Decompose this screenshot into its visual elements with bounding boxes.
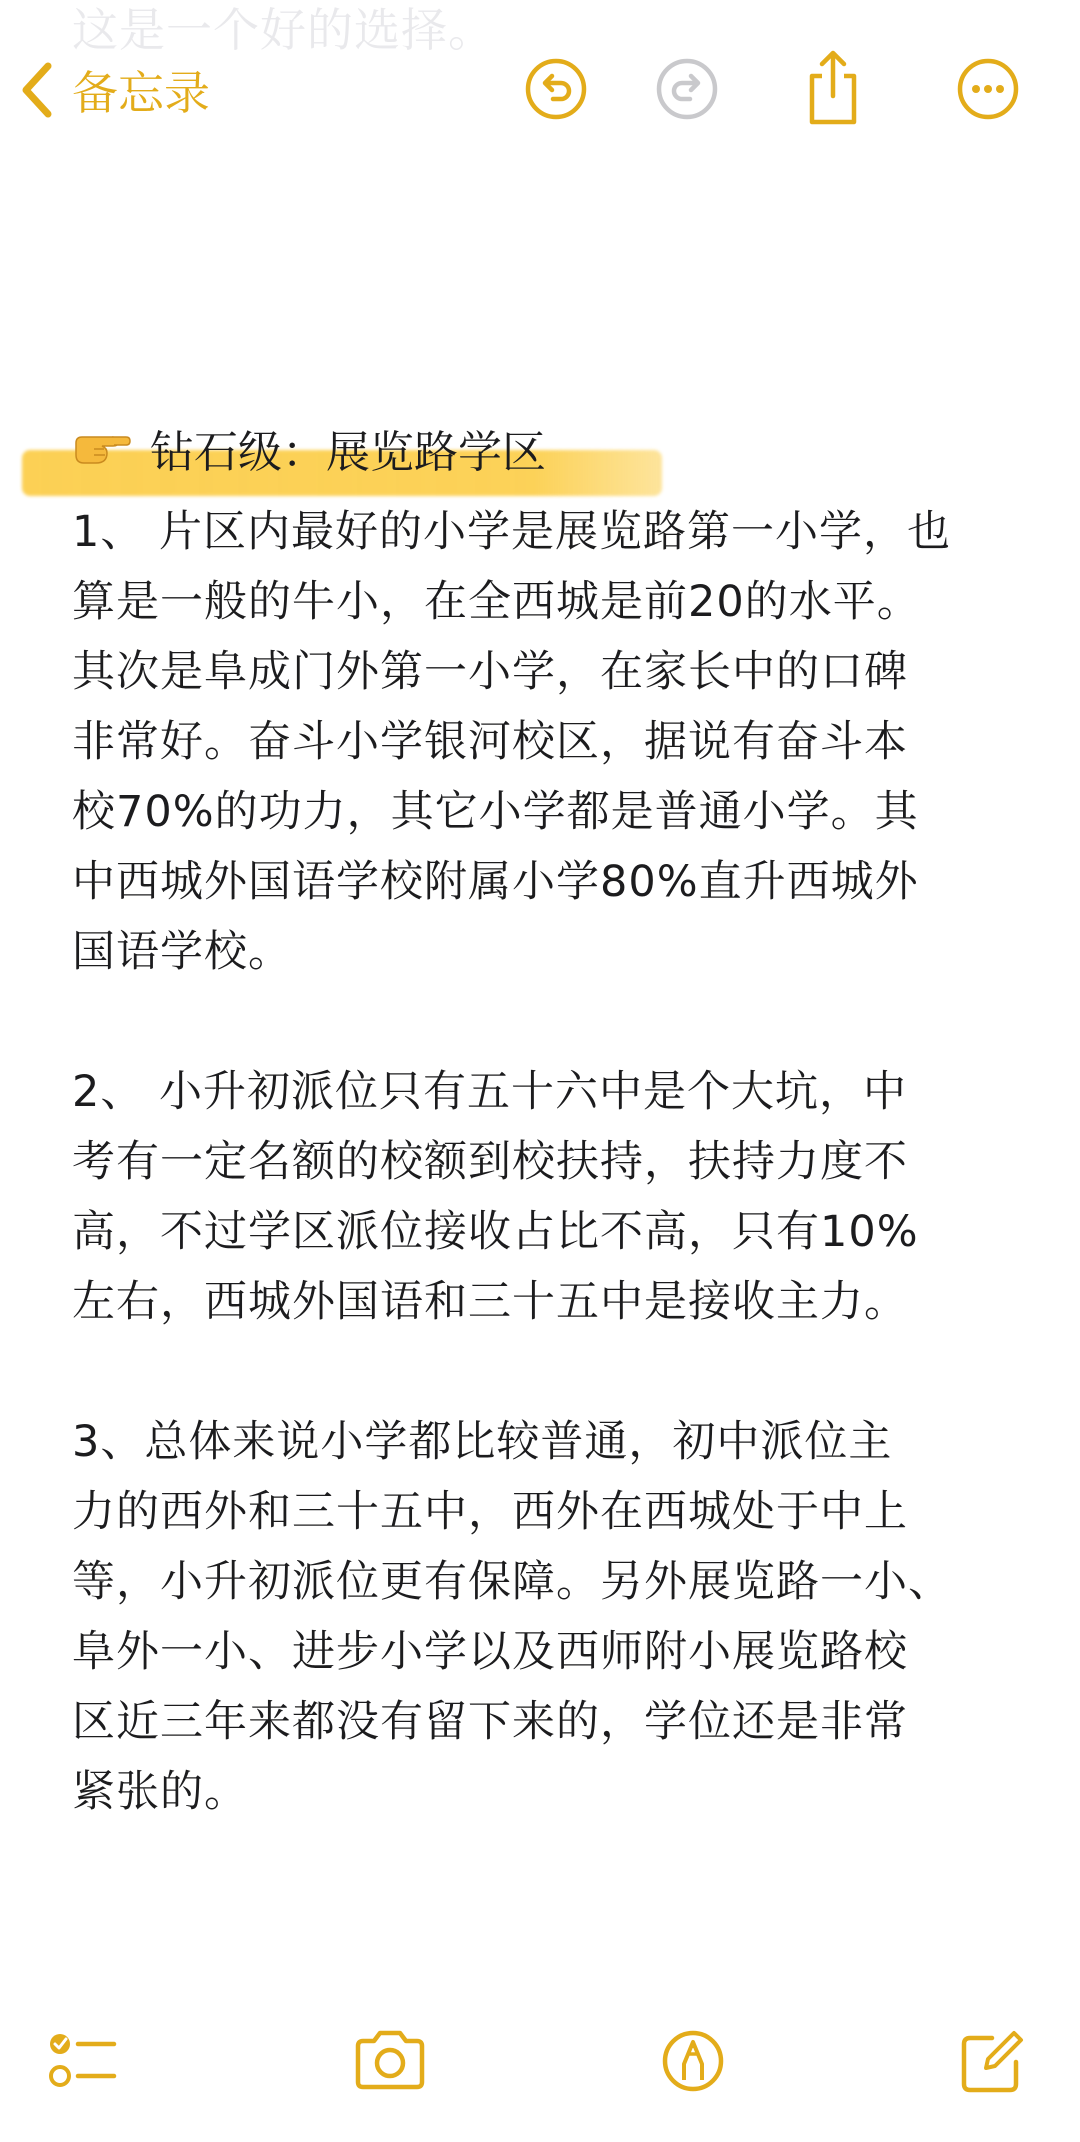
text-line: 校70%的功力，其它小学都是普通小学。其 xyxy=(72,787,919,837)
markup-button[interactable] xyxy=(660,2028,726,2094)
markup-pen-icon xyxy=(660,2028,726,2094)
text-line: 区近三年来都没有留下来的，学位还是非常 xyxy=(72,1697,908,1747)
text-line: 紧张的。 xyxy=(72,1767,248,1817)
compose-icon xyxy=(958,2028,1024,2094)
text-line: 等，小升初派位更有保障。另外展览路一小、 xyxy=(72,1557,952,1607)
paragraph-2 xyxy=(72,1057,1032,1337)
text-line: 非常好。奋斗小学银河校区，据说有奋斗本 xyxy=(72,717,908,767)
paragraph-1 xyxy=(72,497,1032,987)
text-line: 左右，西城外国语和三十五中是接收主力。 xyxy=(72,1277,908,1327)
text-line: 国语学校。 xyxy=(72,927,292,977)
paragraph-3 xyxy=(72,1407,1032,1827)
camera-button[interactable] xyxy=(352,2028,428,2092)
checklist-icon xyxy=(48,2028,118,2092)
back-button-label: 备忘录 xyxy=(72,66,210,120)
more-button[interactable] xyxy=(955,56,1021,122)
share-button[interactable] xyxy=(800,48,866,128)
text-line: 考有一定名额的校额到校扶持，扶持力度不 xyxy=(72,1137,908,1187)
compose-button[interactable] xyxy=(958,2028,1024,2094)
paragraph-spacer xyxy=(72,1337,1032,1407)
text-line: 其次是阜成门外第一小学，在家长中的口碑 xyxy=(72,647,908,697)
note-heading xyxy=(72,425,1032,481)
text-line: 中西城外国语学校附属小学80%直升西城外 xyxy=(72,857,919,907)
partial-previous-line: 这是一个好的选择。 xyxy=(72,3,495,57)
text-line: 3、总体来说小学都比较普通，初中派位主 xyxy=(72,1417,893,1467)
text-line: 高，不过学区派位接收占比不高，只有10% xyxy=(72,1207,919,1257)
chevron-left-icon xyxy=(20,62,54,118)
pointing-hand-icon xyxy=(72,425,132,481)
text-line: 阜外一小、进步小学以及西师附小展览路校 xyxy=(72,1627,908,1677)
share-icon xyxy=(800,48,866,128)
back-button[interactable] xyxy=(20,60,210,120)
undo-button[interactable] xyxy=(523,56,589,122)
text-line: 1、 片区内最好的小学是展览路第一小学，也 xyxy=(72,507,952,557)
checklist-button[interactable] xyxy=(48,2028,118,2092)
navigation-bar xyxy=(0,40,1080,140)
note-heading-block xyxy=(72,425,1032,497)
text-line: 力的西外和三十五中，西外在西城处于中上 xyxy=(72,1487,908,1537)
text-line: 2、 小升初派位只有五十六中是个大坑，中 xyxy=(72,1067,908,1117)
text-line: 算是一般的牛小，在全西城是前20的水平。 xyxy=(72,577,921,627)
more-icon xyxy=(955,56,1021,122)
undo-icon xyxy=(523,56,589,122)
camera-icon xyxy=(352,2028,428,2092)
redo-icon xyxy=(654,56,720,122)
paragraph-spacer xyxy=(72,987,1032,1057)
bottom-toolbar xyxy=(0,2010,1080,2110)
note-body[interactable] xyxy=(72,425,1032,1827)
note-heading-text: 钻石级：展览路学区 xyxy=(150,427,546,478)
redo-button[interactable] xyxy=(654,56,720,122)
